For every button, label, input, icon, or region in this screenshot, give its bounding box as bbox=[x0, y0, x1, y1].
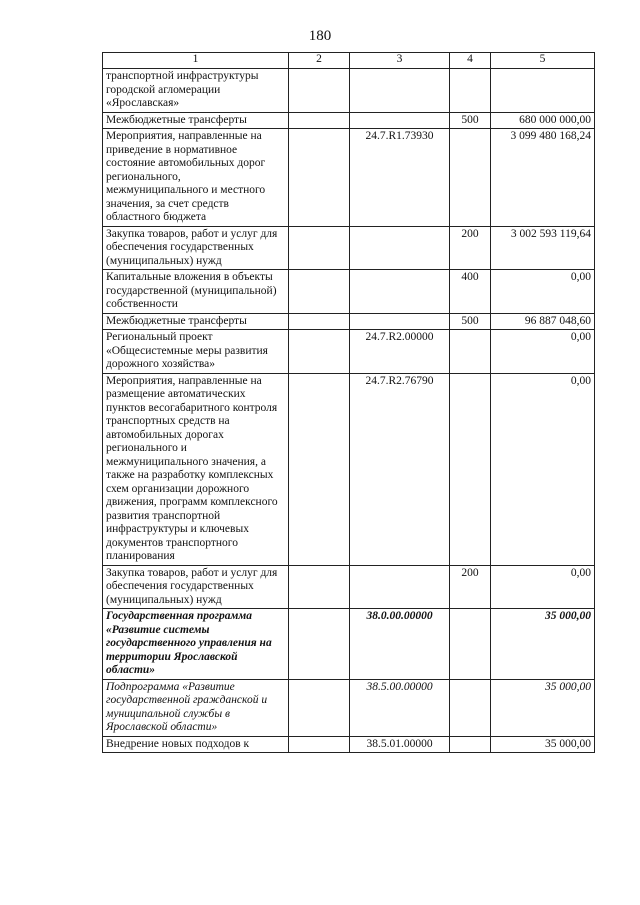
row-amount-cell: 680 000 000,00 bbox=[491, 112, 595, 129]
table-row bbox=[103, 736, 595, 753]
table-row bbox=[103, 129, 595, 227]
row-name-cell: Внедрение новых подходов к bbox=[103, 736, 289, 753]
row-vr-cell bbox=[450, 330, 491, 374]
row-col2-cell bbox=[289, 226, 350, 270]
row-code-cell bbox=[350, 69, 450, 113]
table-row bbox=[103, 313, 595, 330]
table-row bbox=[103, 270, 595, 314]
row-vr-cell: 400 bbox=[450, 270, 491, 314]
table-body bbox=[103, 69, 595, 753]
row-col2-cell bbox=[289, 609, 350, 680]
row-col2-cell bbox=[289, 270, 350, 314]
row-code-cell bbox=[350, 565, 450, 609]
row-name-cell: Мероприятия, направленные на размещение автоматических пунктов весогабаритного контроля транспортных средств на автомобильных дорогах регионального и межмуниципального значения, а также на разработку комплексных схем организации дорожного движения, программ комплексного развития транспортной инфраструктуры и ключевых документов транспортного планирования bbox=[103, 373, 289, 565]
row-col2-cell bbox=[289, 373, 350, 565]
row-vr-cell bbox=[450, 736, 491, 753]
row-code-cell: 24.7.R1.73930 bbox=[350, 129, 450, 227]
row-amount-cell: 35 000,00 bbox=[491, 736, 595, 753]
row-amount-cell: 0,00 bbox=[491, 565, 595, 609]
row-name-cell: Региональный проект «Общесистемные меры развития дорожного хозяйства» bbox=[103, 330, 289, 374]
table-row bbox=[103, 609, 595, 680]
row-amount-cell: 0,00 bbox=[491, 270, 595, 314]
table-header-row bbox=[103, 53, 595, 69]
row-vr-cell bbox=[450, 69, 491, 113]
row-col2-cell bbox=[289, 565, 350, 609]
row-amount-cell: 96 887 048,60 bbox=[491, 313, 595, 330]
budget-table bbox=[102, 52, 595, 753]
table-row bbox=[103, 330, 595, 374]
row-vr-cell bbox=[450, 679, 491, 736]
row-amount-cell: 0,00 bbox=[491, 373, 595, 565]
row-code-cell bbox=[350, 112, 450, 129]
row-amount-cell: 35 000,00 bbox=[491, 609, 595, 680]
row-amount-cell: 3 002 593 119,64 bbox=[491, 226, 595, 270]
row-name-cell: Закупка товаров, работ и услуг для обеспечения государственных (муниципальных) нужд bbox=[103, 565, 289, 609]
row-code-cell: 38.0.00.00000 bbox=[350, 609, 450, 680]
row-name-cell: Закупка товаров, работ и услуг для обеспечения государственных (муниципальных) нужд bbox=[103, 226, 289, 270]
row-col2-cell bbox=[289, 69, 350, 113]
header-col-5: 5 bbox=[491, 53, 595, 69]
row-vr-cell bbox=[450, 129, 491, 227]
row-vr-cell: 200 bbox=[450, 226, 491, 270]
row-name-cell: Межбюджетные трансферты bbox=[103, 313, 289, 330]
header-col-1: 1 bbox=[103, 53, 289, 69]
row-name-cell: Подпрограмма «Развитие государственной гражданской и муниципальной службы в Ярославской области» bbox=[103, 679, 289, 736]
row-vr-cell bbox=[450, 609, 491, 680]
table-row bbox=[103, 679, 595, 736]
row-vr-cell: 200 bbox=[450, 565, 491, 609]
row-name-cell: Капитальные вложения в объекты государственной (муниципальной) собственности bbox=[103, 270, 289, 314]
table-row bbox=[103, 565, 595, 609]
row-name-cell: Государственная программа «Развитие системы государственного управления на территории Ярославской области» bbox=[103, 609, 289, 680]
row-col2-cell bbox=[289, 112, 350, 129]
page-number: 180 bbox=[308, 28, 332, 44]
row-amount-cell: 35 000,00 bbox=[491, 679, 595, 736]
table-row bbox=[103, 69, 595, 113]
row-col2-cell bbox=[289, 129, 350, 227]
table-row bbox=[103, 112, 595, 129]
row-amount-cell bbox=[491, 69, 595, 113]
row-name-cell: транспортной инфраструктуры городской агломерации «Ярославская» bbox=[103, 69, 289, 113]
row-col2-cell bbox=[289, 330, 350, 374]
row-vr-cell bbox=[450, 373, 491, 565]
header-col-2: 2 bbox=[289, 53, 350, 69]
header-col-3: 3 bbox=[350, 53, 450, 69]
row-col2-cell bbox=[289, 736, 350, 753]
row-vr-cell: 500 bbox=[450, 112, 491, 129]
row-code-cell: 38.5.00.00000 bbox=[350, 679, 450, 736]
row-code-cell bbox=[350, 313, 450, 330]
row-amount-cell: 0,00 bbox=[491, 330, 595, 374]
row-code-cell bbox=[350, 270, 450, 314]
row-code-cell bbox=[350, 226, 450, 270]
row-code-cell: 24.7.R2.00000 bbox=[350, 330, 450, 374]
row-col2-cell bbox=[289, 313, 350, 330]
row-name-cell: Межбюджетные трансферты bbox=[103, 112, 289, 129]
table-row bbox=[103, 373, 595, 565]
header-col-4: 4 bbox=[450, 53, 491, 69]
row-code-cell: 24.7.R2.76790 bbox=[350, 373, 450, 565]
row-name-cell: Мероприятия, направленные на приведение в нормативное состояние автомобильных дорог регионального, межмуниципального и местного значения, за счет средств областного бюджета bbox=[103, 129, 289, 227]
table-row bbox=[103, 226, 595, 270]
row-code-cell: 38.5.01.00000 bbox=[350, 736, 450, 753]
row-col2-cell bbox=[289, 679, 350, 736]
row-amount-cell: 3 099 480 168,24 bbox=[491, 129, 595, 227]
row-vr-cell: 500 bbox=[450, 313, 491, 330]
